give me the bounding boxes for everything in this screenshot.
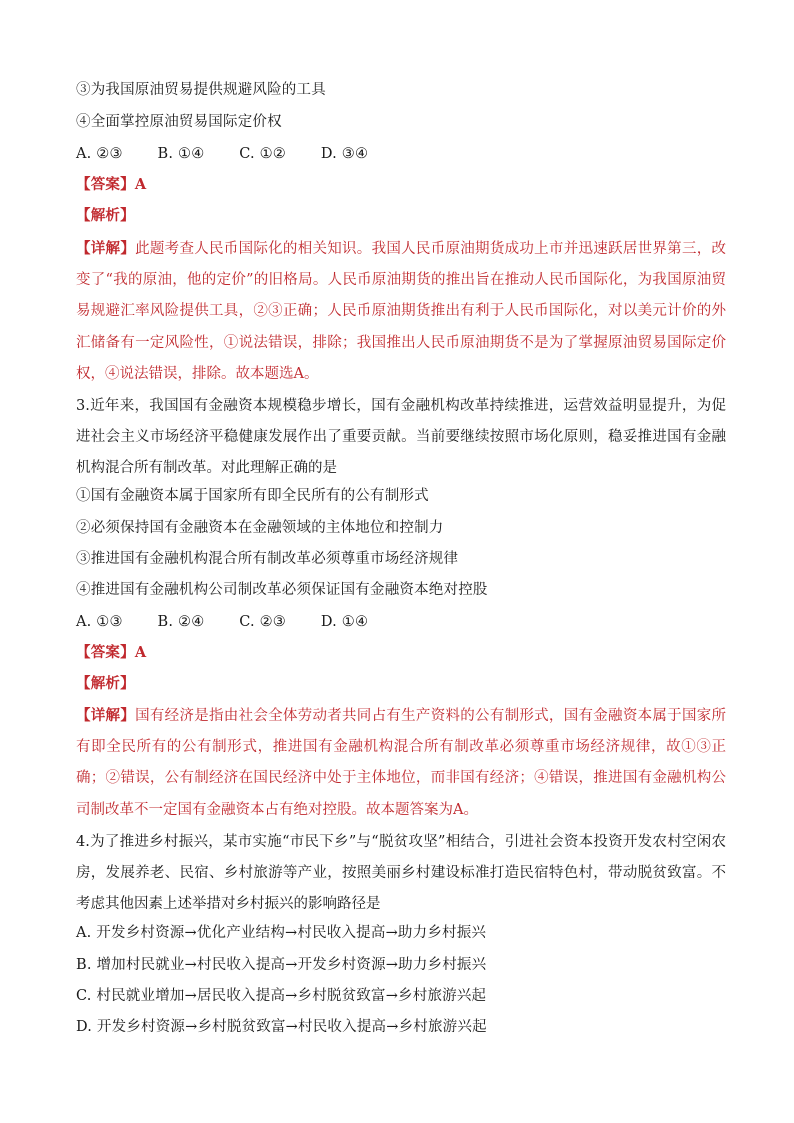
q4-option-d: D. 开发乡村资源→乡村脱贫致富→村民收入提高→乡村旅游兴起: [76, 1019, 487, 1035]
detail-text: 国有经济是指由社会全体劳动者共同占有生产资料的公有制形式，国有金融资本属于国家所有即全民所有的公有制形式，推进国有金融机构混合所有制改革必须尊重市场经济规律，故①③正确；②错误，公有制经济在国民经济中处于主体地位，而非国有经济；④错误，推进国有金融机构公司制改革不一定国有金融资本占有绝对控股。故本题答案为A。: [76, 708, 727, 818]
q2-choices: [76, 144, 736, 164]
q2-option-3: ③为我国原油贸易提供规避风险的工具: [76, 82, 326, 98]
answer-label: 【答案】: [76, 644, 135, 661]
q2-detail: [76, 233, 726, 390]
q2-answer: [76, 175, 736, 195]
q2-choice-a: A. ②③: [76, 146, 123, 162]
q3-choices: [76, 612, 736, 632]
q2-choice-c: C. ①②: [239, 146, 286, 162]
q3-option-4: ④推进国有金融机构公司制改革必须保证国有金融资本绝对控股: [76, 582, 488, 598]
answer-label: 【答案】: [76, 176, 135, 193]
q2-choice-d: D. ③④: [320, 146, 369, 162]
q3-analysis-label: 【解析】: [76, 675, 135, 692]
q4-option-b: B. 增加村民就业→村民收入提高→开发乡村资源→助力乡村振兴: [76, 957, 487, 973]
q3-choice-c: C. ②③: [239, 614, 286, 630]
q3-choice-a: A. ①③: [76, 614, 123, 630]
q3-option-2: ②必须保持国有金融资本在金融领域的主体地位和控制力: [76, 520, 444, 536]
answer-value: A: [134, 176, 147, 193]
q2-option-4: ④全面掌控原油贸易国际定价权: [76, 114, 282, 130]
q3-stem: 3.近年来，我国国有金融资本规模稳步增长，国有金融机构改革持续推进，运营效益明显提升，为促进社会主义市场经济平稳健康发展作出了重要贡献。当前要继续按照市场化原则，稳妥推进国有金融机构混合所有制改革。对此理解正确的是: [76, 398, 726, 477]
q4-option-c: C. 村民就业增加→居民收入提高→乡村脱贫致富→乡村旅游兴起: [76, 988, 487, 1004]
detail-label: 【详解】: [76, 707, 136, 724]
q3-option-3: ③推进国有金融机构混合所有制改革必须尊重市场经济规律: [76, 551, 459, 567]
q2-choice-b: B. ①④: [157, 146, 205, 162]
q4-stem: 4.为了推进乡村振兴，某市实施“市民下乡”与“脱贫攻坚”相结合，引进社会资本投资开发农村空闲农房，发展养老、民宿、乡村旅游等产业，按照美丽乡村建设标准打造民宿特色村，带动脱贫致富。不考虑其他因素上述举措对乡村振兴的影响路径是: [76, 834, 726, 913]
q3-choice-d: D. ①④: [320, 614, 369, 630]
q4-option-a: A. 开发乡村资源→优化产业结构→村民收入提高→助力乡村振兴: [76, 925, 487, 941]
q3-answer: [76, 643, 736, 663]
q3-option-1: ①国有金融资本属于国家所有即全民所有的公有制形式: [76, 488, 429, 504]
detail-text: 此题考查人民币国际化的相关知识。我国人民币原油期货成功上市并迅速跃居世界第三，改变了“我的原油，他的定价”的旧格局。人民币原油期货的推出旨在推动人民币国际化，为我国原油贸易规避汇率风险提供工具，②③正确；人民币原油期货推出有利于人民币国际化，对以美元计价的外汇储备有一定风险性，①说法错误，排除；我国推出人民币原油期货不是为了掌握原油贸易国际定价权，④说法错误，排除。故本题选A。: [76, 241, 727, 382]
q3-choice-b: B. ②④: [157, 614, 205, 630]
q3-detail: [76, 700, 726, 826]
detail-label: 【详解】: [76, 240, 136, 257]
answer-value: A: [134, 644, 147, 661]
q2-analysis-label: 【解析】: [76, 207, 135, 224]
